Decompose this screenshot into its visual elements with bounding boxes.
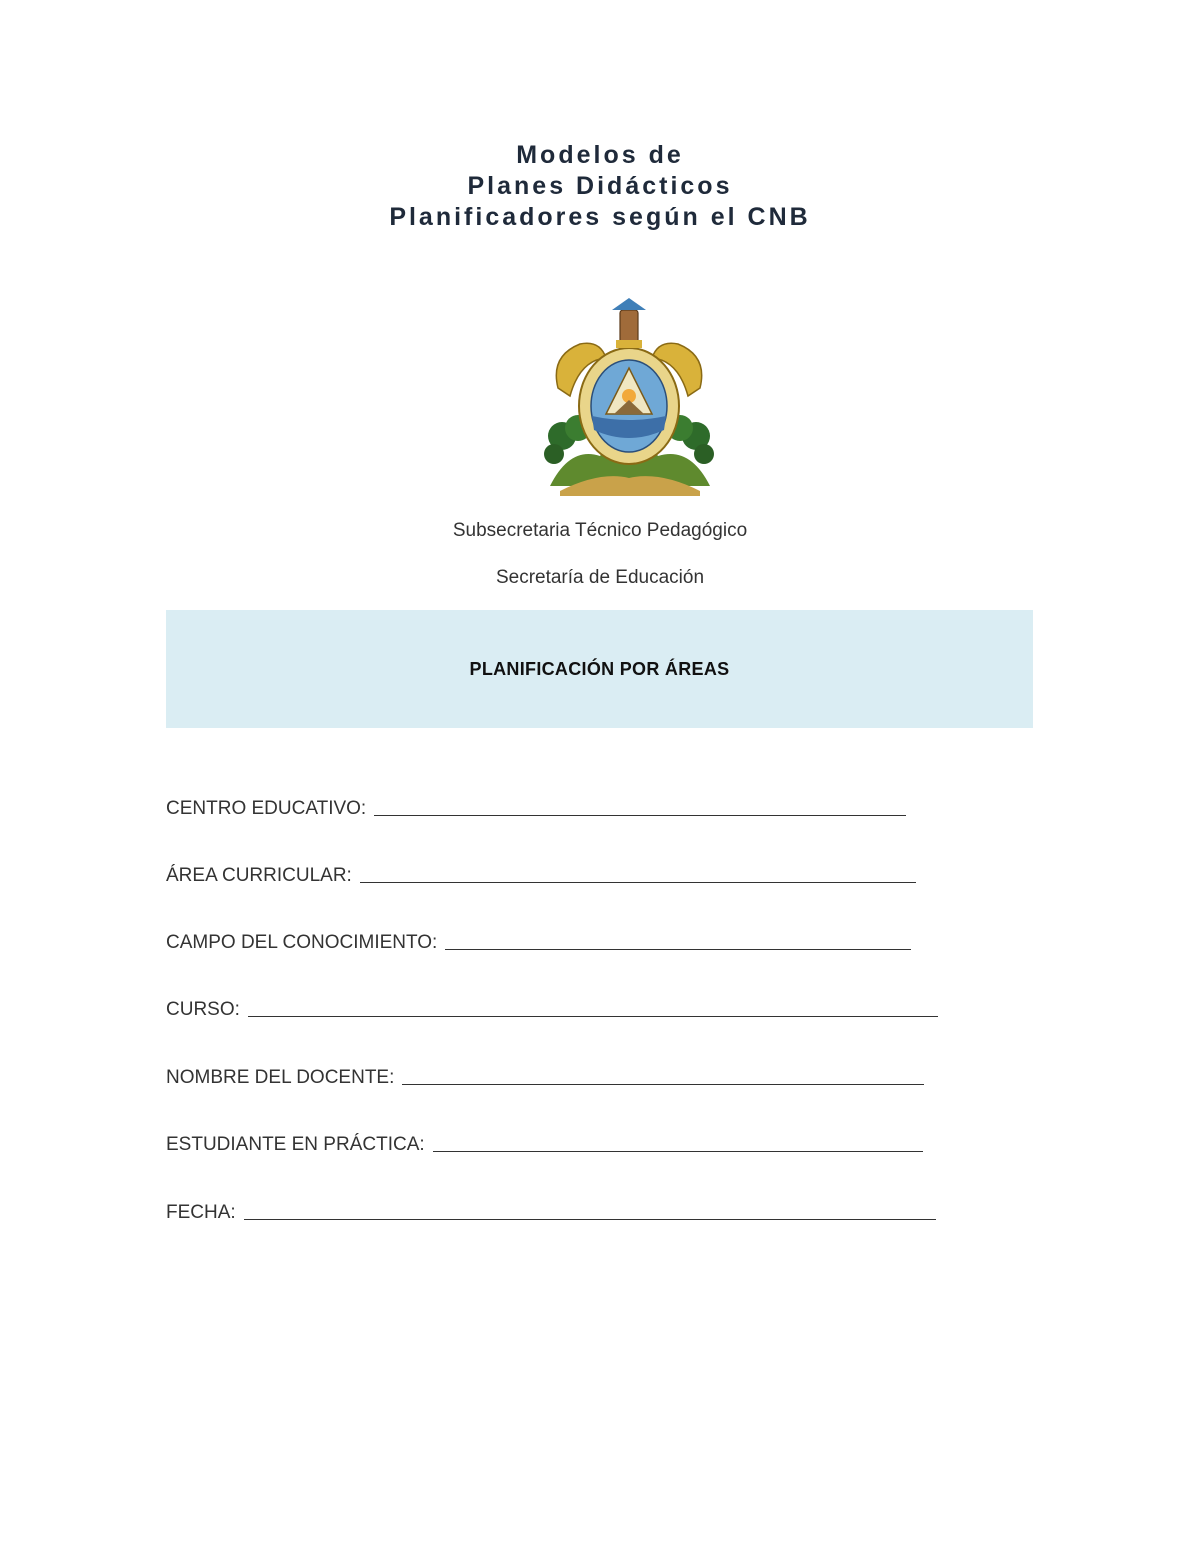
field-centro-educativo[interactable] <box>166 794 906 820</box>
field-label: CURSO: <box>166 999 240 1020</box>
field-label: FECHA: <box>166 1202 236 1223</box>
field-blank-line[interactable] <box>433 1151 923 1152</box>
title-line-1: Modelos de <box>516 141 684 169</box>
title-line-2: Planes Didácticos <box>467 172 733 200</box>
field-campo-conocimiento[interactable] <box>166 928 911 954</box>
field-area-curricular[interactable] <box>166 861 916 887</box>
field-blank-line[interactable] <box>360 882 916 883</box>
field-nombre-docente[interactable] <box>166 1063 924 1089</box>
field-blank-line[interactable] <box>374 815 906 816</box>
field-label: ÁREA CURRICULAR: <box>166 865 352 886</box>
field-label: ESTUDIANTE EN PRÁCTICA: <box>166 1134 425 1155</box>
field-curso[interactable] <box>166 995 938 1021</box>
subsecretaria-text: Subsecretaria Técnico Pedagógico <box>452 520 748 541</box>
field-blank-line[interactable] <box>445 949 911 950</box>
document-title <box>0 140 1200 233</box>
field-blank-line[interactable] <box>402 1084 924 1085</box>
field-blank-line[interactable] <box>244 1219 936 1220</box>
field-label: CAMPO DEL CONOCIMIENTO: <box>166 932 438 953</box>
field-label: NOMBRE DEL DOCENTE: <box>166 1067 395 1088</box>
coat-of-arms-icon <box>540 296 718 500</box>
field-estudiante-practica[interactable] <box>166 1130 923 1156</box>
banner-title: PLANIFICACIÓN POR ÁREAS <box>469 658 730 679</box>
field-fecha[interactable] <box>166 1198 936 1224</box>
secretaria-text: Secretaría de Educación <box>495 567 705 588</box>
section-banner <box>166 610 1033 728</box>
field-blank-line[interactable] <box>248 1016 938 1017</box>
field-label: CENTRO EDUCATIVO: <box>166 798 367 819</box>
title-line-3: Planificadores según el CNB <box>389 203 811 231</box>
